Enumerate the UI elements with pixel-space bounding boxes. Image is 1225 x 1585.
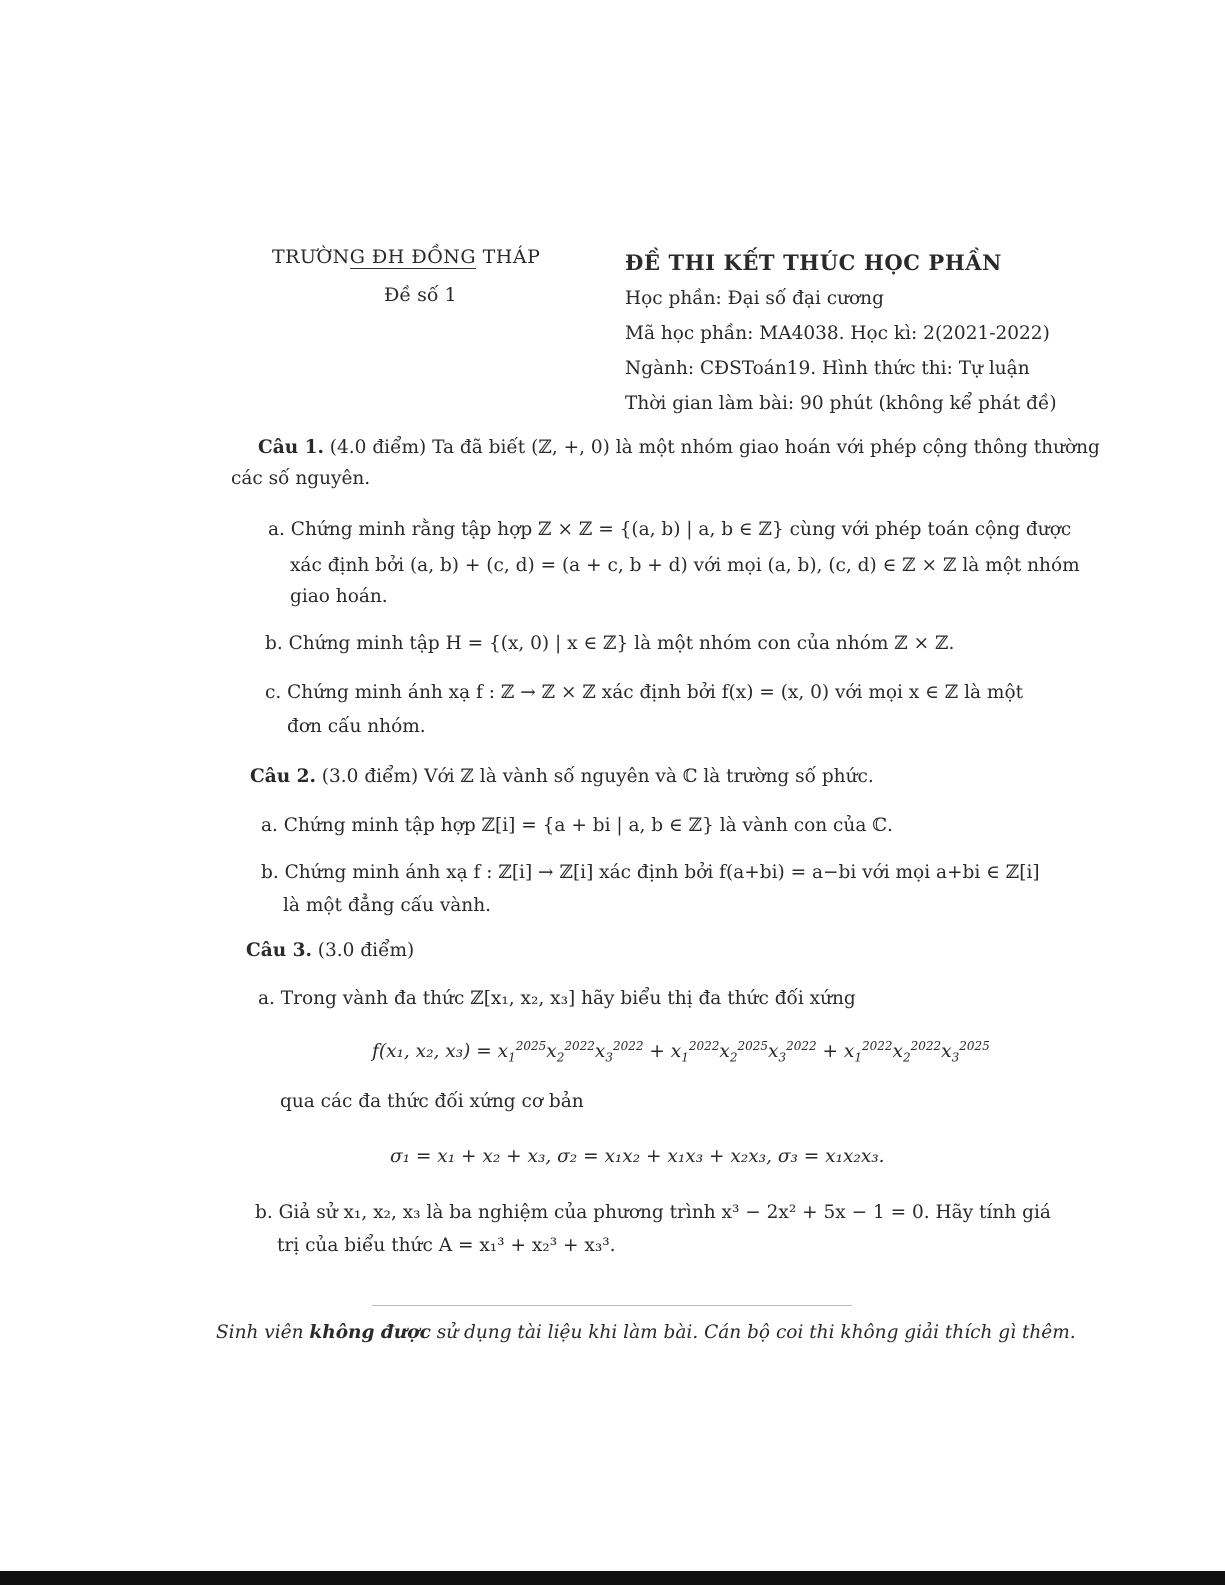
school-name: TRƯỜNG ĐH ĐỒNG THÁP — [272, 246, 541, 268]
q2-part-b: b. Chứng minh ánh xạ f : ℤ[i] → ℤ[i] xác định bởi f(a+bi) = a−bi với mọi a+bi ∈ ℤ[i] — [261, 862, 1040, 883]
elementary-symmetric-formula: σ₁ = x₁ + x₂ + x₃, σ₂ = x₁x₂ + x₁x₃ + x₂x₃, σ₃ = x₁x₂x₃. — [390, 1146, 885, 1167]
q1-label: Câu 1. — [258, 437, 324, 458]
q1-part-a: a. Chứng minh rằng tập hợp ℤ × ℤ = {(a, b) | a, b ∈ ℤ} cùng với phép toán cộng được — [268, 519, 1072, 540]
q2-part-a: a. Chứng minh tập hợp ℤ[i] = {a + bi | a, b ∈ ℤ} là vành con của ℂ. — [261, 815, 893, 836]
q1-intro: Câu 1. (4.0 điểm) Ta đã biết (ℤ, +, 0) là một nhóm giao hoán với phép cộng thông thường — [258, 437, 1100, 458]
footer-note: Sinh viên không được sử dụng tài liệu khi làm bài. Cán bộ coi thi không giải thích gì thêm. — [216, 1322, 1076, 1343]
q1-intro-cont: các số nguyên. — [231, 468, 371, 489]
q1-part-a-cont: xác định bởi (a, b) + (c, d) = (a + c, b + d) với mọi (a, b), (c, d) ∈ ℤ × ℤ là một nhóm — [290, 555, 1080, 576]
q3-part-a: a. Trong vành đa thức ℤ[x₁, x₂, x₃] hãy biểu thị đa thức đối xứng — [258, 988, 856, 1009]
exam-form: Ngành: CĐSToán19. Hình thức thi: Tự luận — [625, 358, 1030, 379]
q2-label: Câu 2. — [250, 766, 316, 787]
q1-part-c: c. Chứng minh ánh xạ f : ℤ → ℤ × ℤ xác định bởi f(x) = (x, 0) với mọi x ∈ ℤ là một — [265, 682, 1024, 703]
exam-title: ĐỀ THI KẾT THÚC HỌC PHẦN — [625, 250, 1002, 275]
divider — [372, 1305, 852, 1306]
course-name: Học phần: Đại số đại cương — [625, 288, 884, 309]
scan-edge — [0, 1571, 1225, 1585]
q3-label: Câu 3. — [246, 940, 312, 961]
exam-code: Đề số 1 — [384, 284, 457, 306]
q3-part-b-cont: trị của biểu thức A = x₁³ + x₂³ + x₃³. — [277, 1235, 616, 1256]
q1-part-a-cont2: giao hoán. — [290, 586, 388, 607]
q3-part-a-cont: qua các đa thức đối xứng cơ bản — [280, 1091, 584, 1112]
q2-part-b-cont: là một đẳng cấu vành. — [283, 895, 492, 916]
exam-duration: Thời gian làm bài: 90 phút (không kể phát đề) — [625, 393, 1057, 414]
q3-intro: Câu 3. (3.0 điểm) — [246, 940, 415, 961]
symmetric-polynomial-formula: f(x₁, x₂, $x_3) = x_1^{2025}x_2^{2022}x_3^{2022} + x_1^{2022}x_2^{2025}x_3^{2022} + x_1^{2022}x_2^{2022}x_3^{2025}$ — [372, 1038, 990, 1065]
q2-intro: Câu 2. (3.0 điểm) Với ℤ là vành số nguyên và ℂ là trường số phức. — [250, 766, 874, 787]
q1-part-b: b. Chứng minh tập H = {(x, 0) | x ∈ ℤ} là một nhóm con của nhóm ℤ × ℤ. — [265, 633, 955, 654]
q3-part-b: b. Giả sử x₁, x₂, x₃ là ba nghiệm của phương trình x³ − 2x² + 5x − 1 = 0. Hãy tính giá — [255, 1202, 1051, 1223]
course-code: Mã học phần: MA4038. Học kì: 2(2021-2022) — [625, 323, 1050, 344]
q1-part-c-cont: đơn cấu nhóm. — [287, 716, 426, 737]
